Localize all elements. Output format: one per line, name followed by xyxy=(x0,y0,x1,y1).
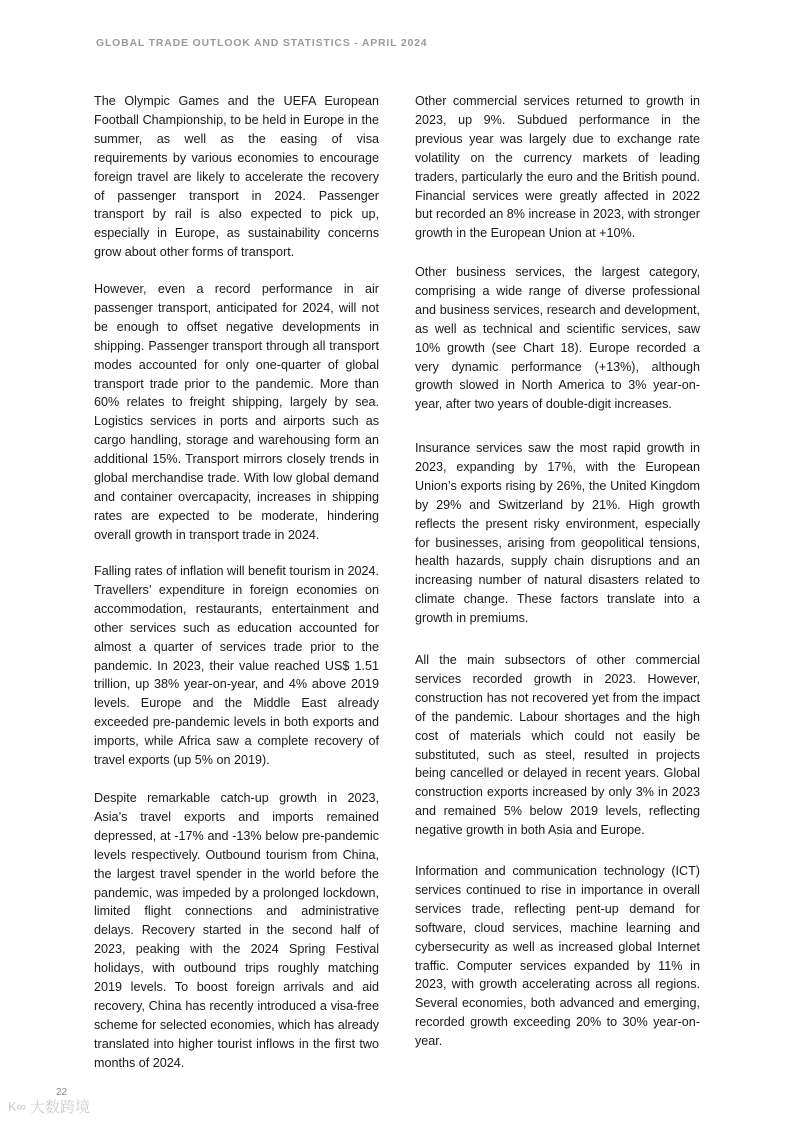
paragraph: Falling rates of inflation will benefit tourism in 2024. Travellers’ expenditure in foreign economies on accommodation, restaurants, entertainment and other services such as education accounted for almost a quarter of services trade prior to the pandemic. In 2023, their value reached US$ 1.51 trillion, up 38% year-on-year, and 4% above 2019 levels. Europe and the Middle East already exceeded pre-pandemic levels in both exports and imports, while Africa saw a complete recovery of travel exports (up 5% on 2019). xyxy=(94,564,379,768)
paragraph: All the main subsectors of other commercial services recorded growth in 2023. However, construction has not recovered yet from the impact of the pandemic. Labour shortages and the high cost of materials which could not easily be substituted, such as steel, resulted in projects being cancelled or delayed in recent years. Global construction exports increased by only 3% in 2023 and remained 5% below 2019 levels, reflecting negative growth in both Asia and Europe. xyxy=(415,653,700,838)
paragraph: Insurance services saw the most rapid growth in 2023, expanding by 17%, with the European Union’s exports rising by 26%, the United Kingdom by 29% and Switzerland by 21%. High growth reflects the present risky environment, especially for businesses, arising from geopolitical tensions, health hazards, supply chain disruptions and an increasing number of natural disasters related to climate change. These factors translate into a growth in premiums. xyxy=(415,441,700,626)
running-header: GLOBAL TRADE OUTLOOK AND STATISTICS - APRIL 2024 xyxy=(96,37,428,49)
watermark-text: 大数跨境 xyxy=(29,1099,90,1116)
paragraph: Other commercial services returned to growth in 2023, up 9%. Subdued performance in the previous year was largely due to exchange rate volatility on the currency markets of leading traders, particularly the euro and the British pound. Financial services were greatly affected in 2022 but recorded an 8% increase in 2023, with stronger growth in the European Union at +10%. xyxy=(415,94,700,241)
page-number: 22 xyxy=(56,1087,68,1098)
paragraph: Information and communication technology (ICT) services continued to rise in importance in overall services trade, reflecting pent-up demand for software, cloud services, machine learning and cybersecurity as well as increased global Internet traffic. Computer services expanded by 11% in 2023, with growth accelerating across all regions. Several economies, both advanced and emerging, recorded growth exceeding 20% to 30% year-on-year. xyxy=(415,864,700,1049)
watermark xyxy=(8,1096,90,1117)
paragraph: However, even a record performance in air passenger transport, anticipated for 2024, will not be enough to offset negative developments in shipping. Passenger transport through all transport modes accounted for only one-quarter of global transport trade prior to the pandemic. More than 60% relates to freight shipping, largely by sea. Logistics services in ports and airports such as cargo handling, storage and warehousing form an additional 15%. Transport mirrors closely trends in global merchandise trade. With low global demand and container overcapacity, increases in shipping rates are expected to be moderate, hindering overall growth in transport trade in 2024. xyxy=(94,282,379,542)
paragraph: Despite remarkable catch-up growth in 2023, Asia’s travel exports and imports remained depressed, at -17% and -13% below pre-pandemic levels respectively. Outbound tourism from China, the largest travel spender in the world before the pandemic, was impeded by a prolonged lockdown, limited flight connections and administrative delays. Recovery started in the second half of 2023, peaking with the 2024 Spring Festival holidays, with outbound trips roughly matching 2019 levels. To boost foreign arrivals and aid recovery, China has recently introduced a visa-free scheme for selected economies, which has already translated into higher tourist inflows in the first two months of 2024. xyxy=(94,791,379,1070)
paragraph: The Olympic Games and the UEFA European Football Championship, to be held in Europe in the summer, as well as the easing of visa requirements by various economies to encourage foreign travel are likely to accelerate the recovery of passenger transport in 2024. Passenger transport by rail is also expected to pick up, especially in Europe, as sustainability concerns grow about other forms of transport. xyxy=(94,94,379,260)
paragraph: Other business services, the largest category, comprising a wide range of diverse professional and business services, research and development, as well as technical and scientific services, saw 10% growth (see Chart 18). Europe recorded a very dynamic performance (+13%), although growth slowed in North America to 3% year-on-year, after two years of double-digit increases. xyxy=(415,265,700,412)
watermark-logo-icon: K∞ xyxy=(8,1099,26,1114)
